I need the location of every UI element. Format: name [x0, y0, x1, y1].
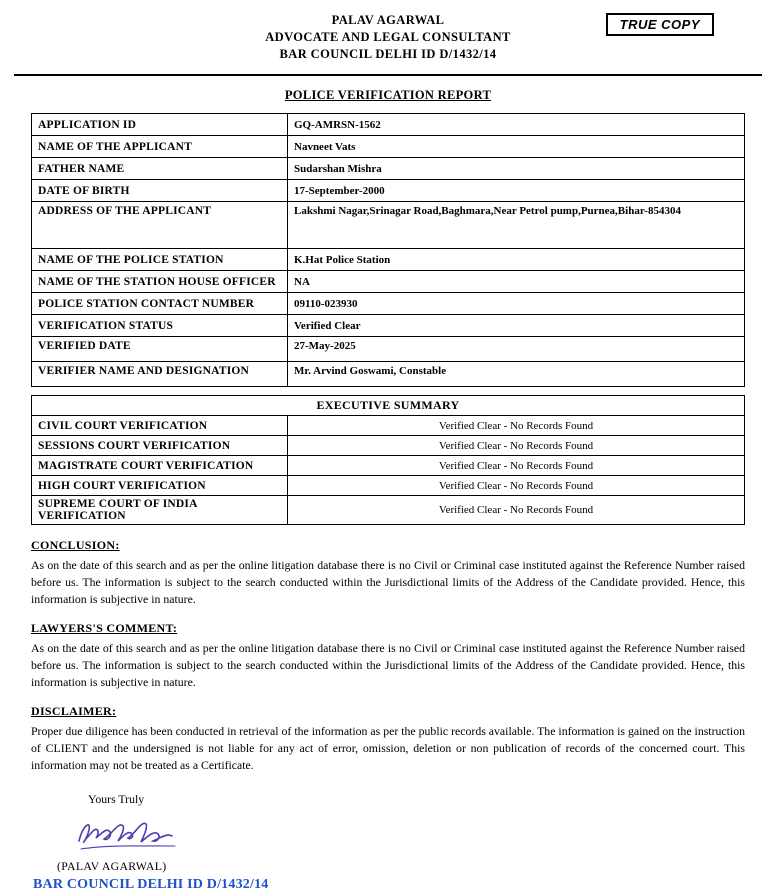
field-value: Verified Clear - No Records Found	[288, 456, 745, 476]
field-label: DATE OF BIRTH	[32, 180, 288, 202]
bar-council-footer: BAR COUNCIL DELHI ID D/1432/14	[33, 877, 269, 892]
table-row	[32, 476, 745, 496]
field-value: Verified Clear - No Records Found	[288, 436, 745, 456]
field-label: VERIFIER NAME AND DESIGNATION	[32, 362, 288, 387]
field-label: CIVIL COURT VERIFICATION	[32, 416, 288, 436]
field-value: Sudarshan Mishra	[288, 158, 745, 180]
field-value: NA	[288, 271, 745, 293]
advocate-name: PALAV AGARWAL	[331, 13, 445, 27]
field-label: VERIFIED DATE	[32, 337, 288, 362]
lawyers-comment-section	[31, 621, 745, 691]
report-title: POLICE VERIFICATION REPORT	[284, 88, 492, 102]
table-row	[32, 271, 745, 293]
conclusion-section	[31, 538, 745, 608]
field-value: Verified Clear - No Records Found	[288, 476, 745, 496]
field-value: Lakshmi Nagar,Srinagar Road,Baghmara,Near Petrol pump,Purnea,Bihar-854304	[288, 202, 745, 249]
field-value: 09110-023930	[288, 293, 745, 315]
field-label: NAME OF THE APPLICANT	[32, 136, 288, 158]
table-row	[32, 396, 745, 416]
table-row	[32, 180, 745, 202]
signature-icon	[71, 813, 191, 857]
field-value: GQ-AMRSN-1562	[288, 114, 745, 136]
field-value: 17-September-2000	[288, 180, 745, 202]
table-row	[32, 202, 745, 249]
field-label: SESSIONS COURT VERIFICATION	[32, 436, 288, 456]
field-value: Navneet Vats	[288, 136, 745, 158]
section-body: As on the date of this search and as per the online litigation database there is no Civil or Criminal case instituted against the Reference Number raised before us. The information is subject to the search conducted within the Jurisdictional limits of the Address of the Candidate provided. Hence, this information is subjective in nature.	[31, 558, 745, 606]
field-label: POLICE STATION CONTACT NUMBER	[32, 293, 288, 315]
signatory-name: (PALAV AGARWAL)	[57, 859, 167, 873]
field-value: Mr. Arvind Goswami, Constable	[288, 362, 745, 387]
table-row	[32, 496, 745, 525]
field-label: FATHER NAME	[32, 158, 288, 180]
advocate-subtitle: ADVOCATE AND LEGAL CONSULTANT	[265, 30, 511, 44]
field-label: HIGH COURT VERIFICATION	[32, 476, 288, 496]
table-row	[32, 436, 745, 456]
executive-summary-table	[31, 395, 745, 525]
table-row	[32, 249, 745, 271]
disclaimer-section	[31, 704, 745, 774]
section-heading: DISCLAIMER:	[31, 704, 117, 718]
field-label: VERIFICATION STATUS	[32, 315, 288, 337]
section-body: Proper due diligence has been conducted in retrieval of the information as per the public records available. The information is gained on the instruction of CLIENT and the undersigned is not liable for any act of error, omission, deletion or non publication of records of the concerned court. This information may not be treated as a Certificate.	[31, 724, 745, 772]
field-label: ADDRESS OF THE APPLICANT	[32, 202, 288, 249]
section-heading: CONCLUSION:	[31, 538, 120, 552]
field-label: NAME OF THE STATION HOUSE OFFICER	[32, 271, 288, 293]
section-body: As on the date of this search and as per the online litigation database there is no Civil or Criminal case instituted against the Reference Number raised before us. The information is subject to the search conducted within the Jurisdictional limits of the Address of the Candidate provided. Hence, this information is subjective in nature.	[31, 641, 745, 689]
salutation: Yours Truly	[88, 792, 145, 806]
header-divider	[14, 74, 762, 76]
executive-summary-title: EXECUTIVE SUMMARY	[32, 396, 745, 416]
table-row	[32, 362, 745, 387]
table-row	[32, 337, 745, 362]
details-table	[31, 113, 745, 387]
table-row	[32, 158, 745, 180]
field-label: SUPREME COURT OF INDIA VERIFICATION	[32, 496, 288, 525]
table-row	[32, 315, 745, 337]
true-copy-stamp: TRUE COPY	[606, 13, 714, 36]
field-label: APPLICATION ID	[32, 114, 288, 136]
field-label: NAME OF THE POLICE STATION	[32, 249, 288, 271]
field-value: Verified Clear	[288, 315, 745, 337]
content-area	[0, 113, 776, 893]
field-value: Verified Clear - No Records Found	[288, 496, 745, 525]
field-value: Verified Clear - No Records Found	[288, 416, 745, 436]
field-value: K.Hat Police Station	[288, 249, 745, 271]
table-row	[32, 416, 745, 436]
table-row	[32, 293, 745, 315]
signature-image	[71, 813, 745, 857]
table-row	[32, 456, 745, 476]
section-heading: LAWYERS'S COMMENT:	[31, 621, 178, 635]
bar-council-id: BAR COUNCIL DELHI ID D/1432/14	[279, 47, 497, 61]
field-label: MAGISTRATE COURT VERIFICATION	[32, 456, 288, 476]
table-row	[32, 136, 745, 158]
table-row	[32, 114, 745, 136]
field-value: 27-May-2025	[288, 337, 745, 362]
